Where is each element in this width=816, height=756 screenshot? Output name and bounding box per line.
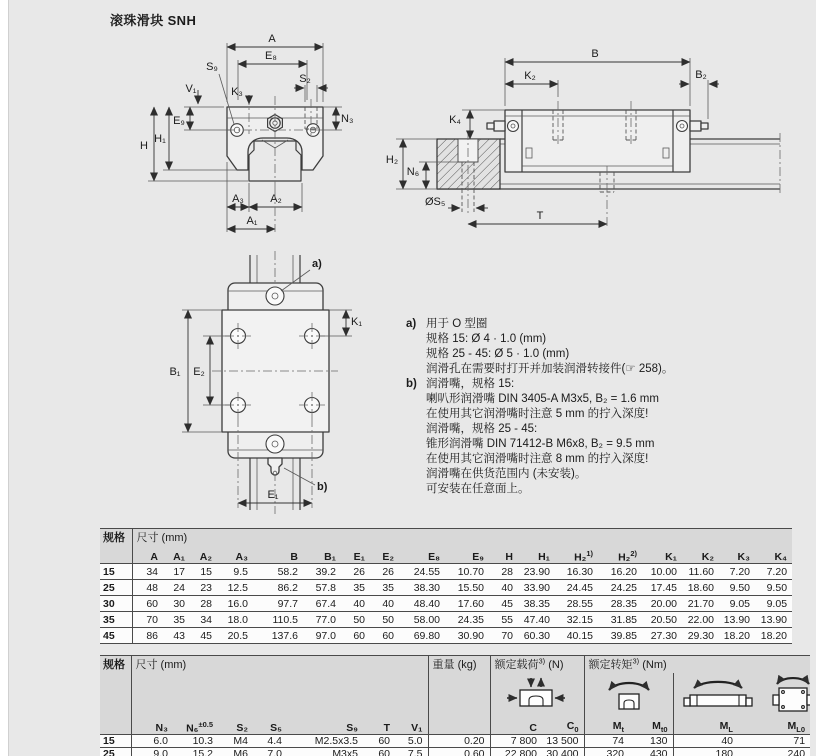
table-cell: 16.0 — [227, 597, 248, 610]
table-cell: 21.70 — [687, 597, 714, 610]
table-cell: 22 800 — [490, 748, 542, 756]
dim-label-k2: K₂ — [524, 70, 536, 82]
table-cell: 60 — [382, 629, 394, 642]
column-header: K₂ — [682, 547, 719, 564]
table-cell: 110.5 — [272, 613, 298, 626]
spacer-cell — [428, 673, 490, 720]
column-header: C — [490, 720, 542, 735]
table-cell: M3x5 — [332, 748, 358, 756]
symbol-header-row — [100, 720, 810, 735]
note-line — [406, 482, 808, 497]
table-cell: 40.15 — [566, 629, 593, 642]
table-header-row — [100, 656, 810, 673]
torque-ml0-icon — [762, 673, 810, 715]
table-cell: 9.50 — [729, 581, 750, 594]
column-header: K₁ — [642, 547, 682, 564]
dim-label-h1: H₁ — [154, 133, 166, 145]
table-cell: 45 — [200, 629, 212, 642]
column-header: N₆$^{\pm 0.5}$ — [173, 720, 218, 735]
table-cell: 29.30 — [687, 629, 714, 642]
note-line — [406, 332, 808, 347]
table-cell: 24.45 — [566, 581, 593, 594]
table-cell: 35 — [382, 581, 394, 594]
column-header: V₁ — [395, 720, 428, 735]
torque-mt-icon — [589, 675, 669, 715]
runner-block-side — [505, 110, 690, 172]
table-cell: 28 — [200, 597, 212, 610]
note-text: 锥形润滑嘴 DIN 71412-B M6x8, B₂ = 9.5 mm — [426, 438, 655, 450]
grease-nipple — [268, 458, 282, 475]
dim-label-a3: A₃ — [232, 193, 244, 205]
note-line — [406, 437, 808, 452]
dimensions-group-header: 尺寸 (mm) — [131, 656, 428, 673]
dimensions-table-wrap — [100, 528, 792, 644]
note-line — [406, 407, 808, 422]
table-cell: 20.00 — [650, 597, 677, 610]
dim-label-s2: S₂ — [299, 73, 311, 85]
spec-column-header: 规格 — [100, 529, 132, 564]
dim-label-n3: N₃ — [341, 113, 354, 125]
table-cell: 18.0 — [227, 613, 248, 626]
table-cell: 74 — [584, 735, 629, 748]
table-cell: 48.40 — [413, 597, 440, 610]
note-line — [406, 467, 808, 482]
column-header — [428, 720, 490, 735]
table-cell: 35 — [100, 612, 132, 628]
dim-label-h2: H₂ — [385, 154, 399, 166]
dim-label-a: A — [268, 33, 276, 45]
column-header: A₁ — [163, 547, 190, 564]
table-cell: 47.40 — [523, 613, 550, 626]
grease-fitting-right — [690, 121, 701, 131]
table-cell: 28.35 — [610, 597, 637, 610]
top-view-drawing — [169, 251, 362, 514]
dimensions-table — [100, 528, 792, 644]
note-text: 润滑嘴，规格 15: — [426, 378, 515, 390]
table-cell: 17.60 — [457, 597, 484, 610]
table-header-row — [100, 529, 792, 547]
column-header: N₃ — [131, 720, 173, 735]
table-cell: 23 — [200, 581, 212, 594]
table-cell: M4 — [233, 735, 248, 747]
column-header: $C_0$ — [542, 720, 584, 735]
dimensions-table-body — [100, 564, 792, 644]
footnotes-block — [406, 317, 808, 497]
dim-label-e9: E₉ — [173, 115, 185, 127]
table-cell: 15.50 — [457, 581, 484, 594]
column-header: B₁ — [303, 547, 341, 564]
table-cell: 17 — [173, 565, 185, 578]
lube-port-top — [266, 287, 284, 305]
table-cell: 67.4 — [315, 597, 336, 610]
table-cell: 10.70 — [457, 565, 484, 578]
table-cell: M2.5x3.5 — [314, 735, 358, 747]
table-cell: 9.5 — [233, 565, 248, 578]
table-cell: 13 500 — [546, 735, 579, 747]
dim-label-k3: K₃ — [231, 86, 243, 98]
table-cell: 77.0 — [315, 613, 336, 626]
table-cell: 60 — [146, 597, 158, 610]
dim-label-v1: V₁ — [185, 83, 197, 95]
table-cell: 7.5 — [407, 748, 423, 756]
table-row — [100, 612, 792, 628]
table-cell: 430 — [649, 748, 668, 756]
lube-port-bottom — [266, 435, 284, 453]
note-text: 在使用其它润滑嘴时注意 5 mm 的拧入深度! — [426, 408, 649, 420]
note-text: 可安装在任意面上。 — [426, 483, 530, 495]
table-cell: 20.50 — [650, 613, 677, 626]
dim-label-b2: B₂ — [695, 69, 707, 81]
table-cell: 40 — [673, 735, 738, 748]
column-header: K₃ — [719, 547, 755, 564]
table-cell: 18.60 — [687, 581, 714, 594]
table-cell: 7.0 — [267, 748, 282, 756]
table-cell: 137.6 — [271, 629, 298, 642]
callout-b: b) — [317, 481, 328, 493]
column-header: E₈ — [399, 547, 445, 564]
table-cell: 16.30 — [566, 565, 593, 578]
note-line — [406, 392, 808, 407]
table-cell: 70 — [146, 613, 158, 626]
table-cell: 60 — [353, 629, 365, 642]
column-header: $M_t$ — [584, 720, 629, 735]
table-cell: 26 — [353, 565, 365, 578]
dim-label-k4: K₄ — [449, 114, 461, 126]
torque-rating-header: 额定转矩$^{3)}$ (Nm) — [584, 656, 810, 673]
note-a-tag: a) — [406, 318, 417, 330]
table-cell: 97.0 — [315, 629, 336, 642]
table-cell: 97.7 — [277, 597, 298, 610]
table-cell: 26 — [382, 565, 394, 578]
table-cell: 15 — [100, 564, 132, 580]
column-header: A₃ — [217, 547, 253, 564]
symbol-header-row — [100, 547, 792, 564]
table-cell: 38.35 — [523, 597, 550, 610]
column-header: S₉ — [287, 720, 363, 735]
table-cell: 39.2 — [315, 565, 336, 578]
table-cell: 33.90 — [523, 581, 550, 594]
table-cell: 30.90 — [457, 629, 484, 642]
table-row — [100, 748, 810, 756]
table-cell: 27.30 — [650, 629, 677, 642]
table-cell: 9.50 — [766, 581, 788, 594]
table-cell: 30 — [100, 596, 132, 612]
table-cell: 7.20 — [729, 565, 750, 578]
table-cell: 130 — [649, 735, 668, 747]
table-cell: 57.8 — [315, 581, 336, 594]
spec-column-header: 规格 — [100, 656, 131, 735]
table-cell: 0.20 — [428, 735, 490, 748]
weight-group-header: 重量 (kg) — [428, 656, 490, 673]
column-header: S₅ — [253, 720, 287, 735]
dim-label-a2: A₂ — [270, 193, 282, 205]
table-row — [100, 580, 792, 596]
table-cell: 10.00 — [650, 565, 677, 578]
table-cell: 48 — [146, 581, 158, 594]
table-cell: 20.5 — [227, 629, 248, 642]
table-row — [100, 596, 792, 612]
note-text: 润滑嘴，规格 25 - 45: — [426, 423, 538, 435]
dim-label-t: T — [536, 210, 544, 222]
dim-label-n6: N₆ — [406, 166, 420, 178]
dim-label-s5: ØS₅ — [425, 196, 446, 208]
table-cell: 24.35 — [457, 613, 484, 626]
table-cell: 4.4 — [267, 735, 282, 747]
table-cell: 6.0 — [153, 735, 168, 747]
table-cell: 39.85 — [610, 629, 637, 642]
table-cell: 32.15 — [566, 613, 593, 626]
spacer-cell — [131, 673, 428, 720]
dim-label-k1: K₁ — [351, 316, 363, 328]
table-cell: 24.25 — [610, 581, 637, 594]
table-cell: 15.2 — [192, 748, 213, 756]
note-text: 喇叭形润滑嘴 DIN 3405-A M3x5, B₂ = 1.6 mm — [426, 393, 659, 405]
table-cell: 24.55 — [413, 565, 440, 578]
dim-label-a1: A₁ — [246, 215, 258, 227]
table-cell: 86 — [146, 629, 158, 642]
table-cell: 30 — [173, 597, 185, 610]
table-cell: 60.30 — [523, 629, 550, 642]
table-cell: 180 — [673, 748, 738, 756]
note-line — [406, 362, 808, 377]
table-cell: 0.60 — [428, 748, 490, 756]
front-view-drawing — [140, 33, 353, 232]
table-cell: 9.05 — [729, 597, 750, 610]
ratings-table-wrap — [100, 655, 810, 756]
table-cell: 320 — [584, 748, 629, 756]
table-cell: 16.20 — [610, 565, 637, 578]
table-cell: 7 800 — [490, 735, 542, 748]
column-header: S₂ — [218, 720, 253, 735]
table-cell: 15 — [100, 735, 131, 748]
table-row — [100, 735, 810, 748]
note-text: 用于 O 型圈 — [426, 318, 488, 330]
table-cell: 38.30 — [413, 581, 440, 594]
table-cell: 25 — [100, 580, 132, 596]
table-cell: 28 — [501, 565, 513, 578]
table-cell: 58.2 — [277, 565, 298, 578]
dim-label-s9: S₉ — [206, 61, 218, 73]
table-cell: 69.80 — [413, 629, 440, 642]
column-header: E₉ — [445, 547, 489, 564]
callout-a: a) — [312, 258, 322, 270]
table-cell: 11.60 — [688, 565, 714, 578]
note-line — [406, 317, 808, 332]
note-text: 规格 25 - 45: Ø 5 · 1.0 (mm) — [426, 348, 570, 360]
table-cell: 22.00 — [687, 613, 714, 626]
table-cell: 30 400 — [546, 748, 579, 756]
table-cell: 18.20 — [723, 629, 750, 642]
table-cell: 40 — [382, 597, 394, 610]
torque-mt-icon-cell — [584, 673, 673, 720]
column-header: T — [363, 720, 395, 735]
note-text: 规格 15: Ø 4 · 1.0 (mm) — [426, 333, 547, 345]
column-header: H₁ — [518, 547, 555, 564]
note-line — [406, 452, 808, 467]
table-cell: M6 — [233, 748, 248, 756]
dim-label-e1: E₁ — [267, 489, 279, 501]
ratings-table-body — [100, 735, 810, 756]
table-cell: 28.55 — [566, 597, 593, 610]
column-header: $M_{L0}$ — [738, 720, 810, 735]
table-cell: 23.90 — [523, 565, 550, 578]
table-cell: 58.00 — [413, 613, 440, 626]
table-cell: 60 — [378, 735, 390, 747]
load-direction-icon — [493, 675, 581, 715]
column-header: A₂ — [190, 547, 217, 564]
dim-label-e8: E₈ — [265, 50, 277, 62]
table-cell: 40 — [501, 581, 513, 594]
table-cell: 9.0 — [153, 748, 168, 756]
icon-row — [100, 673, 810, 720]
table-cell: 34 — [200, 613, 212, 626]
table-row — [100, 628, 792, 644]
ratings-table — [100, 655, 810, 756]
table-cell: 13.90 — [760, 613, 788, 626]
table-cell: 13.90 — [723, 613, 750, 626]
table-cell: 35 — [353, 581, 365, 594]
note-b-tag: b) — [406, 378, 417, 390]
dim-label-h: H — [140, 140, 148, 152]
table-cell: 50 — [382, 613, 394, 626]
column-header: A — [132, 547, 163, 564]
dimensions-group-header: 尺寸 (mm) — [132, 529, 792, 547]
table-cell: 45 — [100, 628, 132, 644]
table-cell: 55 — [501, 613, 513, 626]
table-cell: 25 — [100, 748, 131, 756]
table-cell: 9.05 — [766, 597, 788, 610]
table-row — [100, 564, 792, 580]
table-cell: 24 — [173, 581, 185, 594]
table-cell: 70 — [501, 629, 513, 642]
table-cell: 10.3 — [192, 735, 213, 747]
table-cell: 34 — [146, 565, 158, 578]
table-cell: 17.45 — [650, 581, 677, 594]
dim-label-e2: E₂ — [193, 366, 205, 378]
note-text: 润滑孔在需要时打开并加装润滑转接件(☞ 258)。 — [426, 363, 674, 375]
grease-fitting-left — [494, 121, 505, 131]
load-rating-header: 额定载荷$^{3)}$ (N) — [490, 656, 584, 673]
table-cell: 15 — [200, 565, 212, 578]
note-text: 在使用其它润滑嘴时注意 8 mm 的拧入深度! — [426, 453, 649, 465]
table-cell: 18.20 — [760, 629, 788, 642]
table-cell: 31.85 — [610, 613, 637, 626]
column-header: H₂$^{1)}$ — [555, 547, 598, 564]
column-header: B — [253, 547, 303, 564]
note-line — [406, 422, 808, 437]
table-cell: 35 — [173, 613, 185, 626]
table-cell: 7.20 — [766, 565, 788, 578]
torque-ml-icon — [676, 675, 760, 715]
column-header: H — [489, 547, 518, 564]
column-header: E₁ — [341, 547, 370, 564]
torque-ml-icons-cell — [673, 673, 810, 720]
note-line — [406, 377, 808, 392]
table-cell: 240 — [787, 748, 806, 756]
side-view-drawing — [386, 48, 780, 228]
table-cell: 45 — [501, 597, 513, 610]
table-cell: 50 — [353, 613, 365, 626]
dim-label-b: B — [591, 48, 599, 60]
note-text: 润滑嘴在供货范围内 (未安装)。 — [426, 468, 587, 480]
page-title: 滚珠滑块 SNH — [110, 13, 197, 28]
table-cell: 60 — [378, 748, 390, 756]
column-header: E₂ — [370, 547, 399, 564]
column-header: H₂$^{2)}$ — [598, 547, 642, 564]
note-line — [406, 347, 808, 362]
table-cell: 40 — [353, 597, 365, 610]
load-icon-cell — [490, 673, 584, 720]
dim-label-b1: B₁ — [169, 366, 181, 378]
table-cell: 5.0 — [407, 735, 423, 747]
table-cell: 86.2 — [277, 581, 298, 594]
column-header: K₄ — [755, 547, 792, 564]
table-cell: 71 — [793, 735, 806, 747]
column-header: $M_{t0}$ — [629, 720, 673, 735]
table-cell: 12.5 — [227, 581, 248, 594]
column-header: $M_L$ — [673, 720, 738, 735]
table-cell: 43 — [173, 629, 185, 642]
